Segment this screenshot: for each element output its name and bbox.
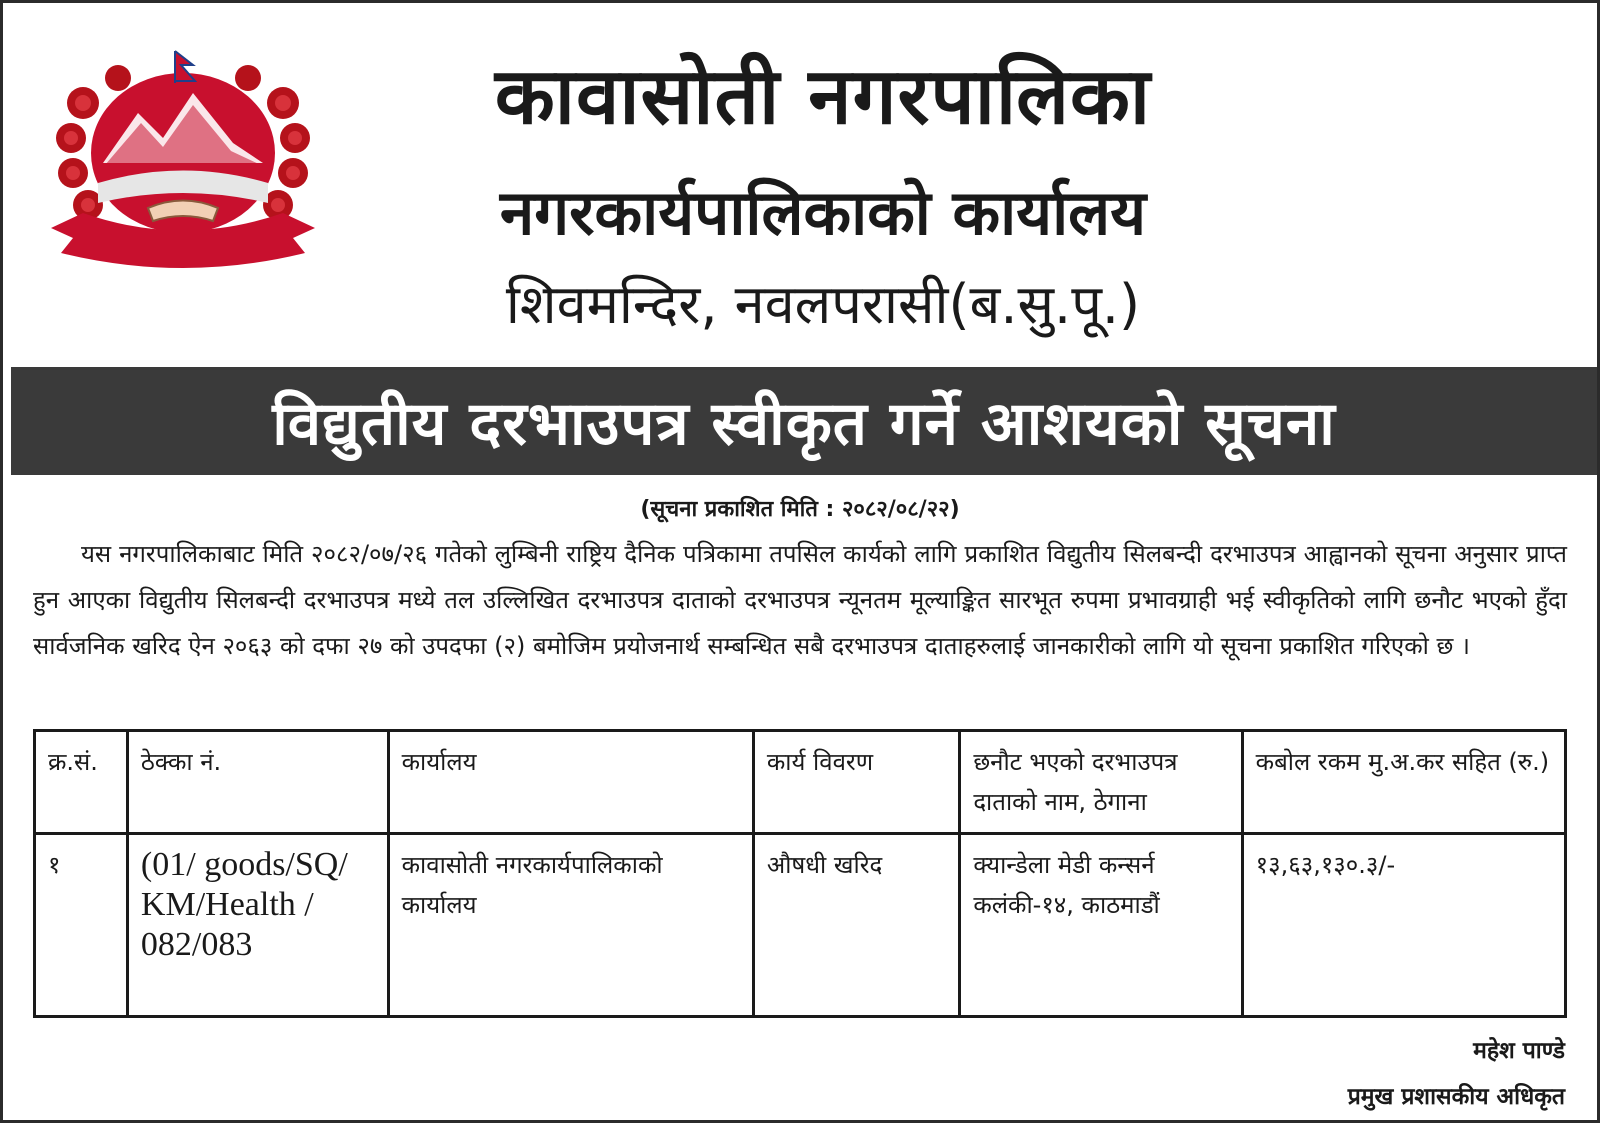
signatory-title: प्रमुख प्रशासकीय अधिकृत: [1347, 1084, 1565, 1110]
publish-date: (सूचना प्रकाशित मिति : २०८२/०८/२२): [640, 497, 960, 522]
header: [3, 3, 1597, 363]
table-header-row: [35, 731, 1566, 834]
award-table: [33, 729, 1567, 1018]
column-header-office: कार्यालय: [388, 731, 753, 834]
notice-body: यस नगरपालिकाबाट मिति २०८२/०७/२६ गतेको लुम्बिनी राष्ट्रिय दैनिक पत्रिकामा तपसिल कार्यको लागि प्रकाशित विद्युतीय सिलबन्दी दरभाउपत्र आह्वानको सूचना अनुसार प्राप्त हुन आएका विद्युतीय सिलबन्दी दरभाउपत्र मध्ये तल उल्लिखित दरभाउपत्र दाताको दरभाउपत्र न्यूनतम मूल्याङ्कित सारभूत रुपमा प्रभावग्राही भई स्वीकृतिको लागि छनौट भएको हुँदा सार्वजनिक खरिद ऐन २०६३ को दफा २७ को उपदफा (२) बमोजिम प्रयोजनार्थ सम्बन्धित सबै दरभाउपत्र दाताहरुलाई जानकारीको लागि यो सूचना प्रकाशित गरिएको छ ।: [33, 540, 1567, 660]
cell-sn: १: [35, 834, 128, 1017]
cell-work: औषधी खरिद: [753, 834, 959, 1017]
column-header-work: कार्य विवरण: [753, 731, 959, 834]
column-header-bidder: छनौट भएको दरभाउपत्र दाताको नाम, ठेगाना: [960, 731, 1242, 834]
table-row: [35, 834, 1566, 1017]
nepal-emblem-icon: [43, 43, 323, 273]
signatory-name: महेश पाण्डे: [1473, 1038, 1565, 1064]
column-header-contract-no: ठेक्का नं.: [127, 731, 388, 834]
cell-office: कावासोती नगरकार्यपालिकाको कार्यालय: [388, 834, 753, 1017]
office-address: शिवमन्दिर, नवलपरासी(ब.सु.पू.): [505, 273, 1141, 336]
column-header-amount: कबोल रकम मु.अ.कर सहित (रु.): [1242, 731, 1565, 834]
cell-contract-no: (01/ goods/SQ/ KM/Health / 082/083: [127, 834, 388, 1017]
office-title: नगरकार्यपालिकाको कार्यालय: [499, 176, 1147, 249]
banner-title: विद्युतीय दरभाउपत्र स्वीकृत गर्ने आशयको सूचना: [272, 389, 1336, 459]
notice-banner: [11, 367, 1597, 475]
municipality-title: कावासोती नगरपालिका: [494, 52, 1152, 142]
column-header-sn: क्र.सं.: [35, 731, 128, 834]
cell-amount: १३,६३,१३०.३/-: [1242, 834, 1565, 1017]
cell-bidder: क्यान्डेला मेडी कन्सर्न कलंकी-१४, काठमाडौं: [960, 834, 1242, 1017]
